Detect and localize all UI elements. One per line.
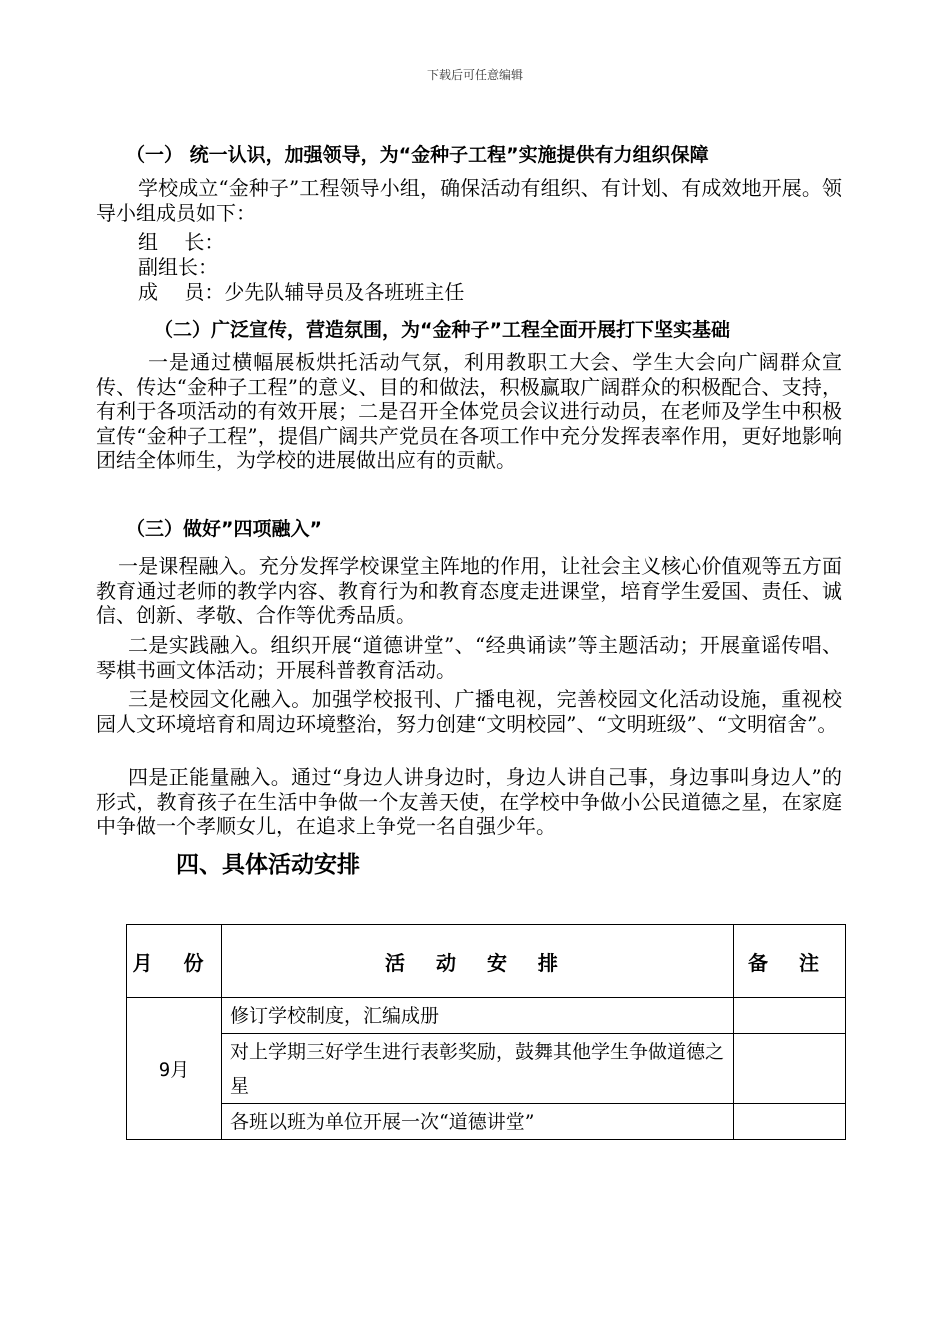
remarks-cell <box>734 998 846 1034</box>
section3-item-2: 二是实践融入。组织开展“道德讲堂”、“经典诵读”等主题活动；开展童谣传唱、琴棋书画文体活动；开展科普教育活动。 <box>96 633 842 682</box>
section3-heading: （三）做好”四项融入” <box>126 518 322 540</box>
schedule-header-row <box>127 925 846 998</box>
table-row <box>127 1034 846 1104</box>
schedule-table <box>126 924 846 1140</box>
remarks-cell <box>734 1034 846 1104</box>
table-row <box>127 998 846 1034</box>
table-row <box>127 1104 846 1140</box>
section3-item-3: 三是校园文化融入。加强学校报刊、广播电视，完善校园文化活动设施，重视校园人文环境培育和周边环境整治，努力创建“文明校园”、“文明班级”、“文明宿舍”。 <box>96 687 842 736</box>
header-activity: 活 动 安 排 <box>222 925 734 998</box>
section4-heading: 四、具体活动安排 <box>176 852 360 878</box>
activity-cell: 修订学校制度，汇编成册 <box>222 998 734 1034</box>
header-note: 下载后可任意编辑 <box>426 68 523 82</box>
section1-heading: （一） 统一认识，加强领导，为“金种子工程”实施提供有力组织保障 <box>126 144 709 166</box>
members-line: 成 员：少先队辅导员及各班班主任 <box>138 280 465 304</box>
vice-leader-line: 副组长： <box>138 255 218 279</box>
activity-cell: 各班以班为单位开展一次“道德讲堂” <box>222 1104 734 1140</box>
leader-line: 组 长： <box>138 230 225 254</box>
month-cell: 9月 <box>127 998 222 1140</box>
section3-item-1: 一是课程融入。充分发挥学校课堂主阵地的作用，让社会主义核心价值观等五方面教育通过老师的教学内容、教育行为和教育态度走进课堂，培育学生爱国、责任、诚信、创新、孝敬、合作等优秀品质。 <box>96 554 842 628</box>
section1-intro: 学校成立“金种子”工程领导小组，确保活动有组织、有计划、有成效地开展。领导小组成员如下： <box>96 176 842 225</box>
header-remarks: 备 注 <box>734 925 846 998</box>
header-month: 月 份 <box>127 925 222 998</box>
remarks-cell <box>734 1104 846 1140</box>
section2-body: 一是通过横幅展板烘托活动气氛，利用教职工大会、学生大会向广阔群众宣传、传达“金种子工程”的意义、目的和做法，积极赢取广阔群众的积极配合、支持，有利于各项活动的有效开展；二是召开全体党员会议进行动员，在老师及学生中积极宣传“金种子工程”，提倡广阔共产党员在各项工作中充分发挥表率作用，更好地影响团结全体师生，为学校的进展做出应有的贡献。 <box>96 350 842 473</box>
section2-heading: （二）广泛宣传，营造氛围，为“金种子”工程全面开展打下坚实基础 <box>154 319 730 341</box>
activity-cell: 对上学期三好学生进行表彰奖励，鼓舞其他学生争做道德之星 <box>222 1034 734 1104</box>
section3-item-4: 四是正能量融入。通过“身边人讲身边时，身边人讲自己事，身边事叫身边人”的形式，教育孩子在生活中争做一个友善天使，在学校中争做小公民道德之星，在家庭中争做一个孝顺女儿，在追求上争党一名自强少年。 <box>96 765 842 839</box>
